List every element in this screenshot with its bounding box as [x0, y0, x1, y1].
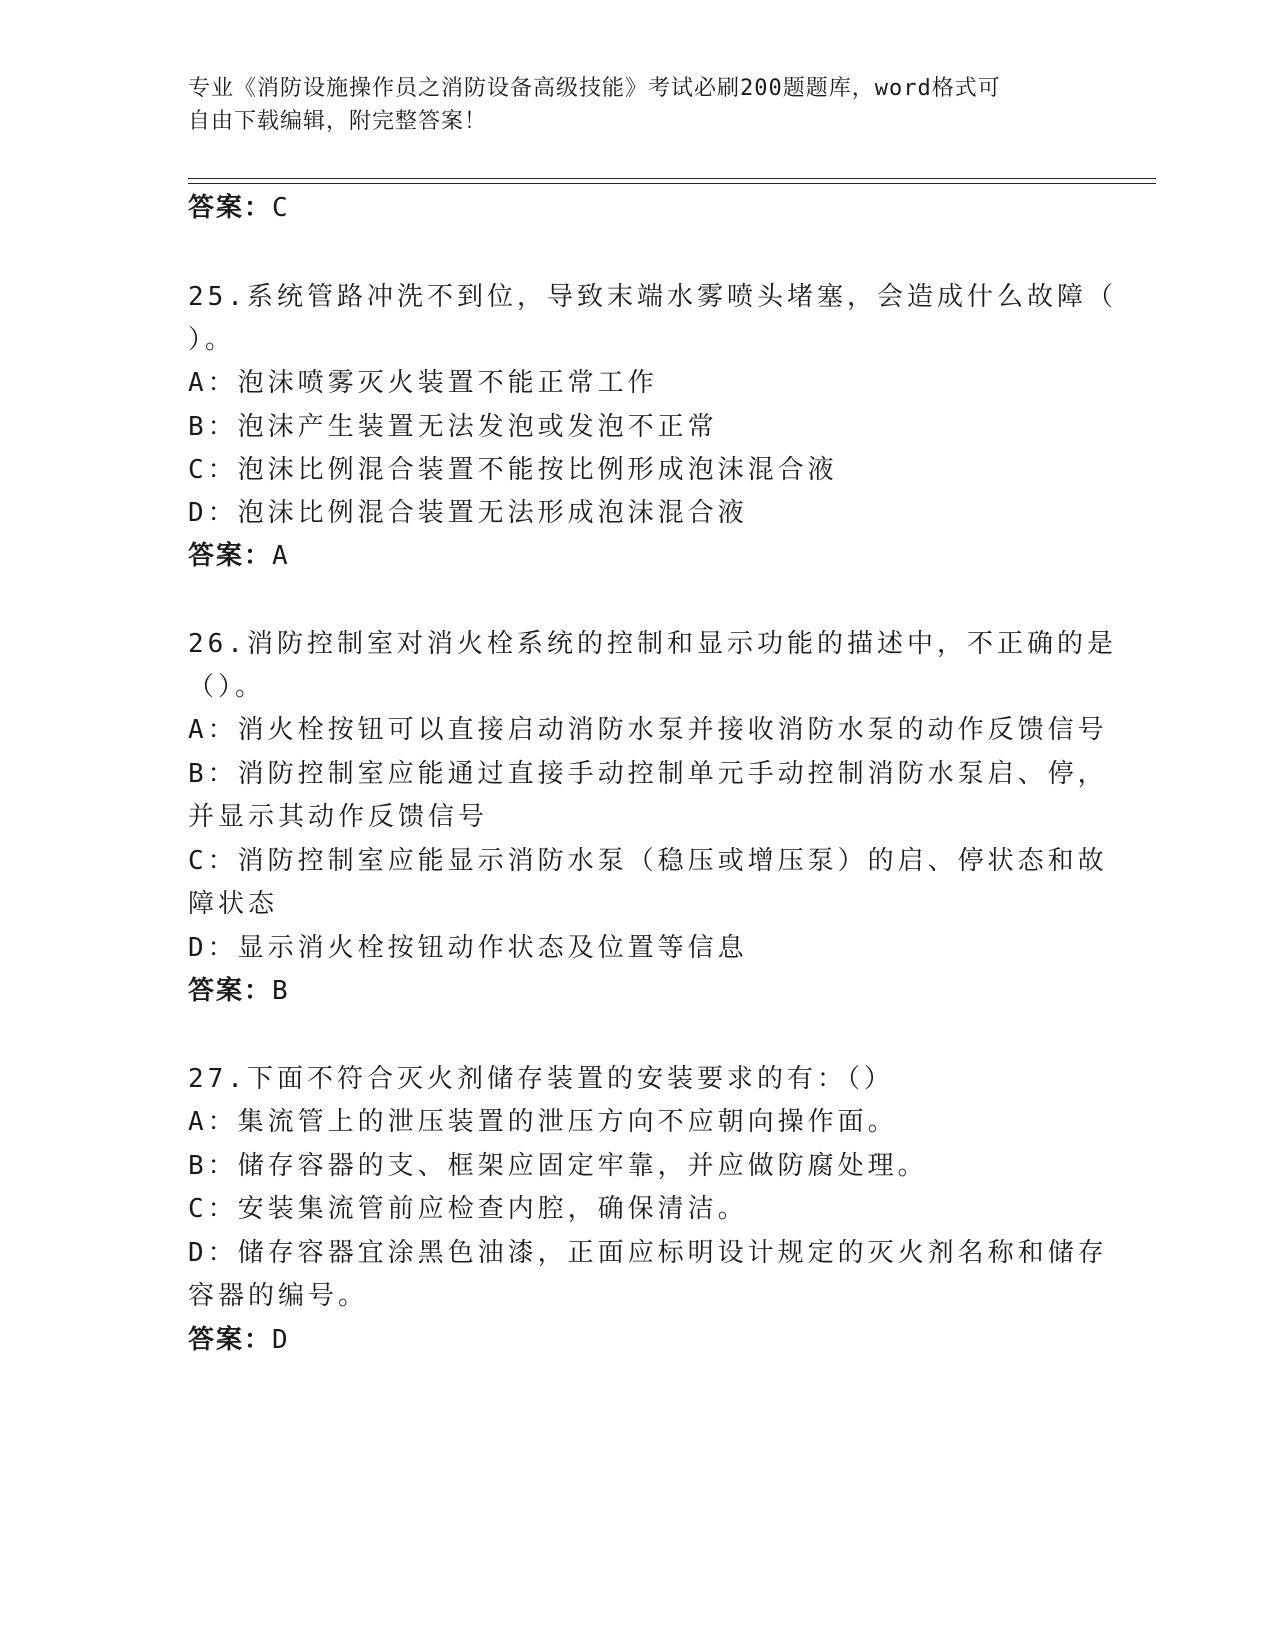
question-stem: 25.系统管路冲洗不到位，导致末端水雾喷头堵塞，会造成什么故障（ — [188, 282, 1117, 312]
option-b-continued: 并显示其动作反馈信号 — [188, 802, 489, 832]
answer-value: D — [272, 1325, 290, 1355]
question-stem-continued: （）。 — [188, 672, 266, 702]
option-d: D：显示消火栓按钮动作状态及位置等信息 — [188, 933, 748, 963]
option-c: C：消防控制室应能显示消防水泵（稳压或增压泵）的启、停状态和故 — [188, 846, 1108, 876]
option-b: B：泡沫产生装置无法发泡或发泡不正常 — [188, 412, 718, 442]
option-c: C：泡沫比例混合装置不能按比例形成泡沫混合液 — [188, 455, 838, 485]
question-answer — [188, 973, 290, 1009]
answer-label: 答案： — [188, 976, 273, 1006]
answer-label: 答案： — [188, 1325, 273, 1355]
option-b: B：储存容器的支、框架应固定牢靠，并应做防腐处理。 — [188, 1151, 928, 1181]
question-stem: 27.下面不符合灭火剂储存装置的安装要求的有：（） — [188, 1064, 894, 1094]
answer-value: C — [272, 193, 290, 223]
option-d: D：储存容器宜涂黑色油漆，正面应标明设计规定的灭火剂名称和储存 — [188, 1238, 1108, 1268]
option-b: B：消防控制室应能通过直接手动控制单元手动控制消防水泵启、停， — [188, 759, 1108, 789]
answer-label: 答案： — [188, 193, 273, 223]
question-stem: 26.消防控制室对消火栓系统的控制和显示功能的描述中，不正确的是 — [188, 629, 1117, 659]
question-stem-continued: ）。 — [188, 325, 236, 355]
question-answer — [188, 1322, 290, 1358]
question-answer — [188, 538, 290, 574]
header-line-1: 专业《消防设施操作员之消防设备高级技能》考试必刷200题题库，word格式可 — [188, 76, 1001, 101]
answer-value: B — [272, 976, 290, 1006]
header-line-2: 自由下载编辑，附完整答案！ — [188, 109, 488, 134]
header-divider-top — [188, 178, 1156, 179]
option-c: C：安装集流管前应检查内腔，确保清洁。 — [188, 1194, 748, 1224]
answer-value: A — [272, 541, 290, 571]
previous-answer — [188, 190, 290, 226]
option-d: D：泡沫比例混合装置无法形成泡沫混合液 — [188, 498, 748, 528]
answer-label: 答案： — [188, 541, 273, 571]
option-d-continued: 容器的编号。 — [188, 1281, 369, 1311]
option-a: A：集流管上的泄压装置的泄压方向不应朝向操作面。 — [188, 1107, 898, 1137]
option-c-continued: 障状态 — [188, 889, 279, 919]
option-a: A：泡沫喷雾灭火装置不能正常工作 — [188, 368, 658, 398]
option-a: A：消火栓按钮可以直接启动消防水泵并接收消防水泵的动作反馈信号 — [188, 715, 1108, 745]
document-header — [188, 72, 1068, 138]
header-divider-bottom — [188, 183, 1156, 184]
